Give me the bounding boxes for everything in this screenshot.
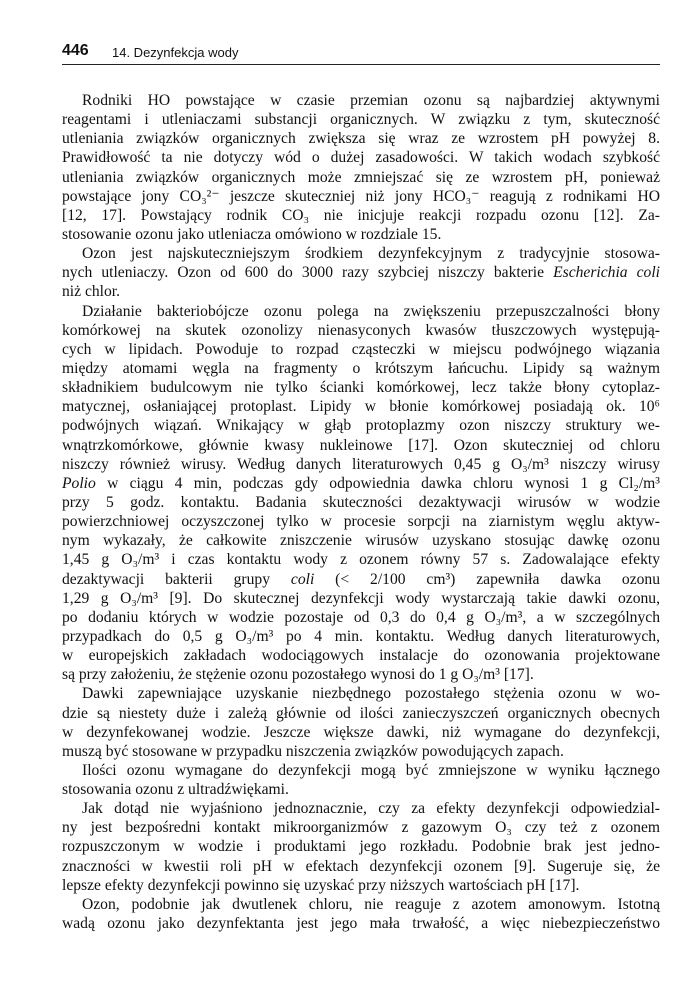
- running-title: 14. Dezynfekcja wody: [112, 45, 239, 60]
- text-segment: w dezynfekowanej wodzie. Jeszcze większe dawki, niż wymagane do dezynfekcji,: [62, 723, 660, 741]
- text-segment: w ciągu 4 min, podczas gdy odpowiednia dawka chloru wynosi 1 g Cl₂/m³: [95, 474, 660, 492]
- paragraph: [62, 91, 660, 244]
- text-line: [62, 895, 660, 914]
- text-line: [62, 608, 660, 627]
- text-line: [62, 818, 660, 837]
- text-segment: dzie są niestety duże i zależą głównie od ilości zanieczyszczeń organicznych obecnych: [62, 704, 660, 722]
- text-segment: komórkowej na skutek ozonolizy nienasyconych kwasów tłuszczowych występują-: [62, 321, 660, 339]
- text-line: [62, 244, 660, 263]
- text-segment: Ilości ozonu wymagane do dezynfekcji mogą być zmniejszone w wyniku łącznego: [82, 761, 660, 779]
- text-segment: składnikiem budulcowym nie tylko ścianki komórkowej, lecz także błony cytoplaz-: [62, 379, 660, 397]
- italic-text: Polio: [62, 474, 96, 492]
- text-segment: Ozon jest najskuteczniejszym środkiem dezynfekcyjnym z tradycyjnie stosowa-: [82, 245, 660, 263]
- text-line: [62, 148, 660, 167]
- text-segment: utleniania związków organicznych może zmniejszać się ze wzrostem pH, ponieważ: [62, 168, 660, 186]
- text-segment: Ozon, podobnie jak dwutlenek chloru, nie reaguje z azotem amonowym. Istotną: [82, 895, 660, 913]
- text-segment: nych utleniaczy. Ozon od 600 do 3000 razy szybciej niszczy bakterie: [62, 264, 554, 282]
- text-segment: po dodaniu których w wodzie pozostaje od 0,3 do 0,4 g O₃/m³, a w szczególnych: [62, 608, 660, 626]
- text-line: [62, 704, 660, 723]
- italic-text: Escherichia coli: [553, 264, 661, 282]
- text-line: [62, 723, 660, 742]
- text-line: [62, 187, 660, 206]
- text-line: [62, 302, 660, 321]
- paragraph: [62, 761, 660, 799]
- text-segment: niszczy również wirusy. Według danych literaturowych 0,45 g O₃/m³ niszczy wirusy: [62, 455, 660, 473]
- text-line: [62, 550, 660, 569]
- text-segment: Dawki zapewniające uzyskanie niezbędnego pozostałego stężenia ozonu w wo-: [82, 685, 660, 703]
- text-line: [62, 416, 660, 435]
- paragraph: [62, 684, 660, 761]
- text-line: [62, 627, 660, 646]
- text-segment: podwójnych wiązań. Wnikający w głąb protoplazmy ozon niszczy struktury we-: [62, 417, 660, 435]
- text-line: [62, 512, 660, 531]
- text-segment: stosowanie ozonu jako utleniacza omówiono w rozdziale 15.: [62, 225, 442, 243]
- text-segment: muszą być stosowane w przypadku niszczenia związków powodujących zapach.: [62, 742, 564, 760]
- text-segment: stosowania ozonu z ultradźwiękami.: [62, 781, 289, 799]
- text-segment: [12, 17]. Powstający rodnik CO₃ nie inicjuje reakcji rozpadu ozonu [12]. Za-: [62, 206, 660, 224]
- text-segment: między atomami węgla na fragmenty o krótszym łańcuchu. Lipidy są ważnym: [62, 359, 660, 377]
- text-line: [62, 206, 660, 225]
- text-segment: znaczności w kwestii roli pH w efektach dezynfekcji ozonem [9]. Sugeruje się, że: [62, 857, 660, 875]
- text-line: [62, 914, 660, 933]
- paragraph: [62, 799, 660, 895]
- text-line: [62, 91, 660, 110]
- text-segment: matycznej, osłaniającej protoplast. Lipidy w błonie komórkowej posiadają ok. 10⁶: [62, 398, 660, 416]
- text-segment: Prawidłowość ta nie dotyczy wód o dużej zasadowości. W takich wodach szybkość: [62, 149, 660, 167]
- text-line: [62, 474, 660, 493]
- text-line: [62, 761, 660, 780]
- text-segment: cych w lipidach. Powoduje to rozpad cząsteczki w miejscu podwójnego wiązania: [62, 340, 660, 358]
- running-header: [62, 42, 660, 65]
- text-line: [62, 837, 660, 856]
- text-segment: powierzchniowej oczyszczonej tylko w procesie sorpcji na ziarnistym węglu aktyw-: [62, 513, 660, 531]
- text-line: [62, 570, 660, 589]
- text-line: [62, 168, 660, 187]
- text-segment: nym wykazały, że całkowite zniszczenie wirusów uzyskano stosując dawkę ozonu: [62, 532, 660, 550]
- text-line: [62, 455, 660, 474]
- body-text: [62, 91, 660, 933]
- text-line: [62, 493, 660, 512]
- text-line: [62, 436, 660, 455]
- text-segment: lepsze efekty dezynfekcji powinno się uzyskać przy niższych wartościach pH [17].: [62, 876, 580, 894]
- text-segment: reagentami i utleniaczami substancji organicznych. W związku z tym, skuteczność: [62, 111, 660, 129]
- text-line: [62, 340, 660, 359]
- text-segment: dezaktywacji bakterii grupy: [62, 570, 291, 588]
- text-segment: Działanie bakteriobójcze ozonu polega na zwiększeniu przepuszczalności błony: [82, 302, 660, 320]
- text-line: [62, 589, 660, 608]
- text-segment: 1,29 g O₃/m³ [9]. Do skutecznej dezynfekcji wody wystarczają takie dawki ozonu,: [62, 589, 660, 607]
- text-line: [62, 531, 660, 550]
- paragraph: [62, 302, 660, 685]
- text-line: [62, 646, 660, 665]
- text-segment: rozpuszczonym w wodzie i produktami jego rozkładu. Podobnie brak jest jedno-: [62, 838, 660, 856]
- text-line: [62, 397, 660, 416]
- text-segment: przypadkach do 0,5 g O₃/m³ po 4 min. kontaktu. Według danych literaturowych,: [62, 627, 660, 645]
- text-segment: utleniania związków organicznych zwiększa się wraz ze wzrostem pH powyżej 8.: [62, 130, 660, 148]
- text-segment: 1,45 g O₃/m³ i czas kontaktu wody z ozonem równy 57 s. Zadowalające efekty: [62, 551, 660, 569]
- text-segment: powstające jony CO₃²⁻ jeszcze skuteczniej niż jony HCO₃⁻ reagują z rodnikami HO: [62, 187, 660, 205]
- paragraph: [62, 895, 660, 933]
- text-segment: (< 2/100 cm³) zapewniła dawka ozonu: [314, 570, 660, 588]
- paragraph: [62, 244, 660, 301]
- text-segment: wadą ozonu jako dezynfektanta jest jego mała trwałość, a więc niebezpieczeństwo: [62, 915, 660, 933]
- text-line: [62, 263, 660, 282]
- text-line: [62, 684, 660, 703]
- text-line: [62, 282, 660, 301]
- text-line: [62, 780, 660, 799]
- text-segment: Jak dotąd nie wyjaśniono jednoznacznie, czy za efekty dezynfekcji odpowiedzial-: [82, 800, 660, 818]
- text-line: [62, 110, 660, 129]
- text-line: [62, 321, 660, 340]
- text-segment: wnątrzkomórkowe, głównie kwasy nukleinowe [17]. Ozon skuteczniej od chloru: [62, 436, 660, 454]
- text-line: [62, 225, 660, 244]
- text-segment: są przy założeniu, że stężenie ozonu pozostałego wynosi do 1 g O₃/m³ [17].: [62, 666, 534, 684]
- text-segment: Rodniki HO powstające w czasie przemian ozonu są najbardziej aktywnymi: [82, 92, 660, 109]
- text-line: [62, 378, 660, 397]
- text-segment: niż chlor.: [62, 283, 121, 301]
- text-line: [62, 876, 660, 895]
- text-line: [62, 665, 660, 684]
- page-number: 446: [62, 42, 89, 59]
- text-line: [62, 799, 660, 818]
- text-line: [62, 129, 660, 148]
- text-line: [62, 857, 660, 876]
- text-segment: ny jest bezpośredni kontakt mikroorganizmów z gazowym O₃ czy też z ozonem: [62, 819, 660, 837]
- text-line: [62, 742, 660, 761]
- text-segment: w europejskich zakładach wodociągowych instalacje do ozonowania projektowane: [62, 647, 660, 665]
- italic-text: coli: [290, 570, 315, 588]
- text-segment: przy 5 godz. kontaktu. Badania skuteczności dezaktywacji wirusów w wodzie: [62, 493, 660, 511]
- text-line: [62, 359, 660, 378]
